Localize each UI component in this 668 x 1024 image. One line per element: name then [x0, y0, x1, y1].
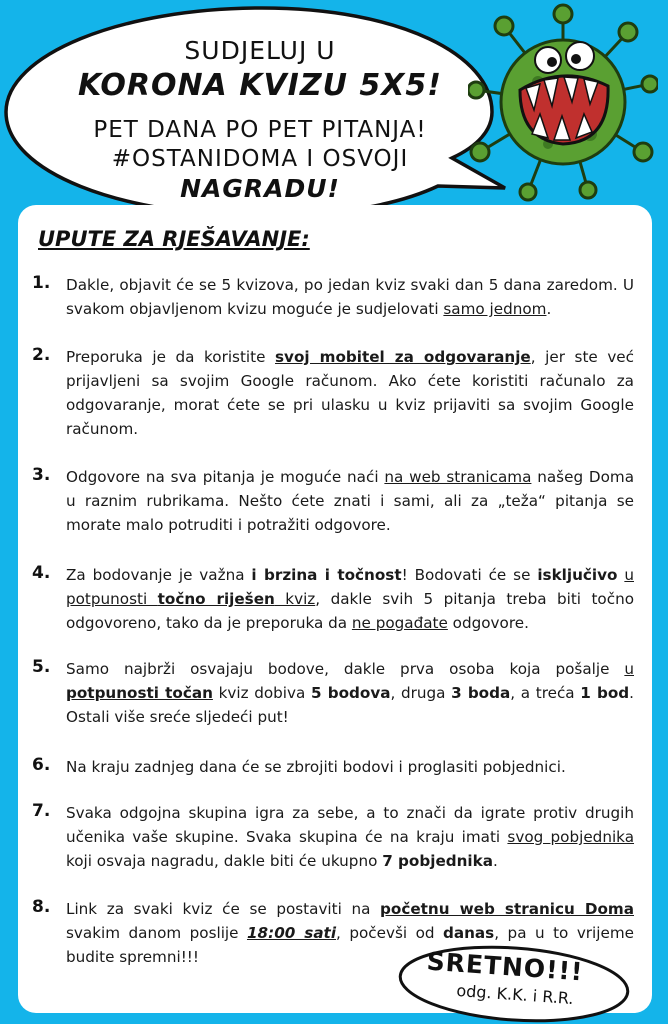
bubble-line-5: NAGRADU!	[180, 174, 340, 203]
bubble-line-3: PET DANA PO PET PITANJA!	[93, 117, 427, 143]
instruction-item-6	[32, 755, 634, 779]
signature-greeting: SRETNO!!!	[425, 946, 585, 987]
item-number: 1.	[32, 273, 51, 293]
item-text: Za bodovanje je važna i brzina i točnost! Bodovati će se isključivo u potpunosti točno riješen kviz, dakle svih 5 pitanja treba biti točno odgovoreno, tako da je preporuka da ne pogađate odgovore.	[66, 566, 634, 632]
item-number: 3.	[32, 465, 51, 485]
item-number: 2.	[32, 345, 51, 365]
instruction-item-3	[32, 465, 634, 537]
item-number: 5.	[32, 657, 51, 677]
instruction-item-5	[32, 657, 634, 729]
item-text: Na kraju zadnjeg dana će se zbrojiti bodovi i proglasiti pobjednici.	[66, 758, 566, 776]
bubble-line-1: SUDJELUJ U	[184, 36, 336, 65]
bubble-line-4: #OSTANIDOMA I OSVOJI	[111, 146, 409, 172]
item-text: Dakle, objavit će se 5 kvizova, po jedan kviz svaki dan 5 dana zaredom. U svakom objavljenom kvizu moguće je sudjelovati samo jednom.	[66, 276, 634, 318]
item-text: Preporuka je da koristite svoj mobitel za odgovaranje, jer ste već prijavljeni sa svojim Google računom. Ako ćete koristiti računalo za odgovaranje, morat ćete se pri ulasku u kviz prijaviti sa svojim Google računom.	[66, 348, 635, 438]
signature-authors: odg. K.K. i R.R.	[455, 980, 575, 1009]
instructions-card	[18, 205, 652, 1013]
virus-mascot-icon	[468, 2, 658, 202]
instruction-item-1	[32, 273, 634, 321]
item-number: 7.	[32, 801, 51, 821]
item-number: 6.	[32, 755, 51, 775]
instruction-item-4	[32, 563, 634, 635]
item-number: 8.	[32, 897, 51, 917]
item-text: Odgovore na sva pitanja je moguće naći na web stranicama našeg Doma u raznim rubrikama. Nešto ćete znati i sami, ali za „teža“ pitanja se morate malo potruditi i potražiti odgovore.	[66, 468, 634, 534]
item-text: Link za svaki kviz će se postaviti na početnu web stranicu Doma svakim danom poslije 18:00 sati, počevši od danas, pa u to vrijeme budite spremni!!!	[66, 900, 634, 966]
item-text: Samo najbrži osvajaju bodove, dakle prva osoba koja pošalje u potpunosti točan kviz dobiva 5 bodova, druga 3 boda, a treća 1 bod. Ostali više sreće sljedeći put!	[66, 660, 634, 726]
bubble-headline: KORONA KVIZU 5X5!	[78, 68, 442, 103]
instruction-item-2	[32, 345, 634, 441]
card-title: UPUTE ZA RJEŠAVANJE:	[38, 227, 310, 251]
item-text: Svaka odgojna skupina igra za sebe, a to znači da igrate protiv drugih učenika vaše skupine. Svaka skupina će na kraju imati svog pobjednika koji osvaja nagradu, dakle biti će ukupno 7 pobjednika.	[66, 804, 635, 870]
instruction-item-7	[32, 801, 634, 873]
item-number: 4.	[32, 563, 51, 583]
